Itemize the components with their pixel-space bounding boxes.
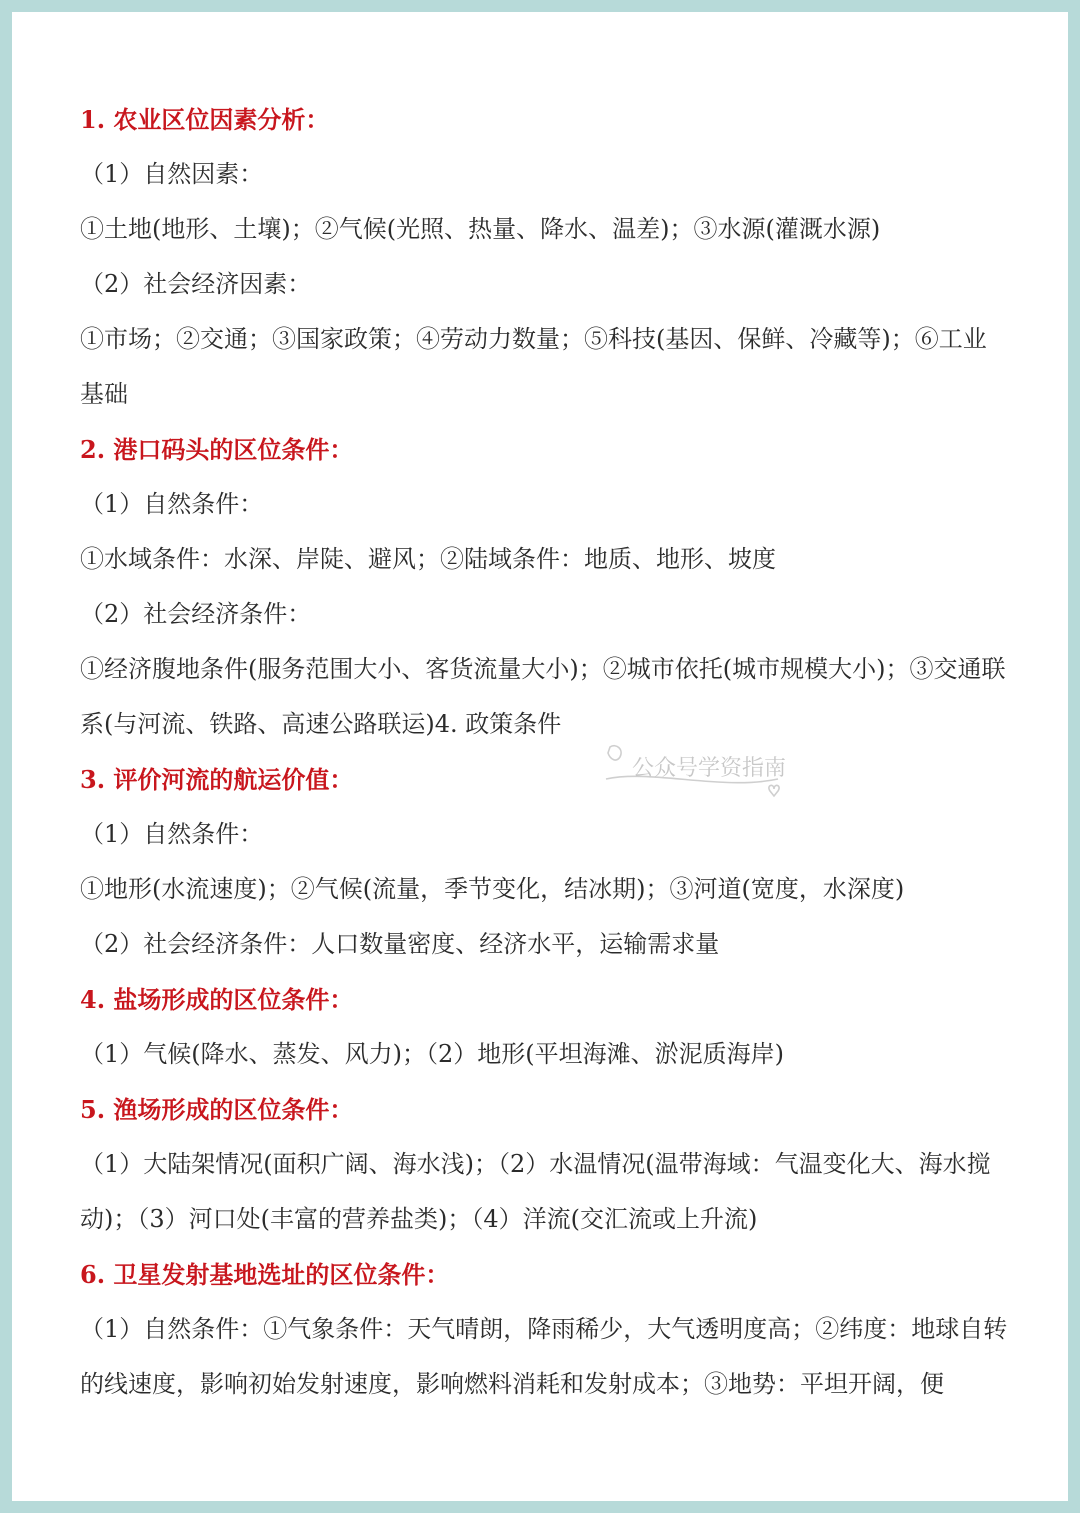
- section-heading: 1. 农业区位因素分析：: [80, 105, 330, 134]
- text-line: ①水域条件：水深、岸陡、避风；②陆域条件：地质、地形、坡度: [80, 545, 776, 573]
- text-line: （1）气候(降水、蒸发、风力)；（2）地形(平坦海滩、淤泥质海岸): [80, 1040, 784, 1068]
- section-heading: 2. 港口码头的区位条件：: [80, 435, 354, 464]
- section-heading: 4. 盐场形成的区位条件：: [80, 985, 354, 1014]
- text-line: （2）社会经济条件：人口数量密度、经济水平，运输需求量: [80, 930, 720, 958]
- text-line: ①市场；②交通；③国家政策；④劳动力数量；⑤科技(基因、保鲜、冷藏等)；⑥工业基础: [80, 325, 987, 408]
- text-line: （1）自然条件：: [80, 490, 264, 518]
- text-line: （1）自然条件：: [80, 820, 264, 848]
- section-heading: 5. 渔场形成的区位条件：: [80, 1095, 354, 1124]
- text-line: ①地形(水流速度)；②气候(流量，季节变化，结冰期)；③河道(宽度，水深度): [80, 875, 905, 903]
- text-line: （2）社会经济条件：: [80, 600, 312, 628]
- text-line: ①土地(地形、土壤)；②气候(光照、热量、降水、温差)；③水源(灌溉水源): [80, 215, 881, 243]
- watermark-text: 公众号学资指南: [632, 756, 787, 781]
- watermark: [602, 739, 792, 809]
- document-content: [80, 92, 1010, 1412]
- text-line: （2）社会经济因素：: [80, 270, 312, 298]
- text-line: （1）自然条件：①气象条件：天气晴朗，降雨稀少，大气透明度高；②纬度：地球自转的线速度，影响初始发射速度，影响燃料消耗和发射成本；③地势：平坦开阔，便: [80, 1315, 1008, 1398]
- text-line: ①经济腹地条件(服务范围大小、客货流量大小)；②城市依托(城市规模大小)；③交通联系(与河流、铁路、高速公路联运)4. 政策条件: [80, 655, 1006, 738]
- text-line: （1）大陆架情况(面积广阔、海水浅)；（2）水温情况(温带海域：气温变化大、海水搅动)；（3）河口处(丰富的营养盐类)；（4）洋流(交汇流或上升流): [80, 1150, 991, 1233]
- document-card: [12, 12, 1068, 1501]
- text-line: （1）自然因素：: [80, 160, 264, 188]
- section-heading: 3. 评价河流的航运价值：: [80, 765, 354, 794]
- section-heading: 6. 卫星发射基地选址的区位条件：: [80, 1260, 450, 1289]
